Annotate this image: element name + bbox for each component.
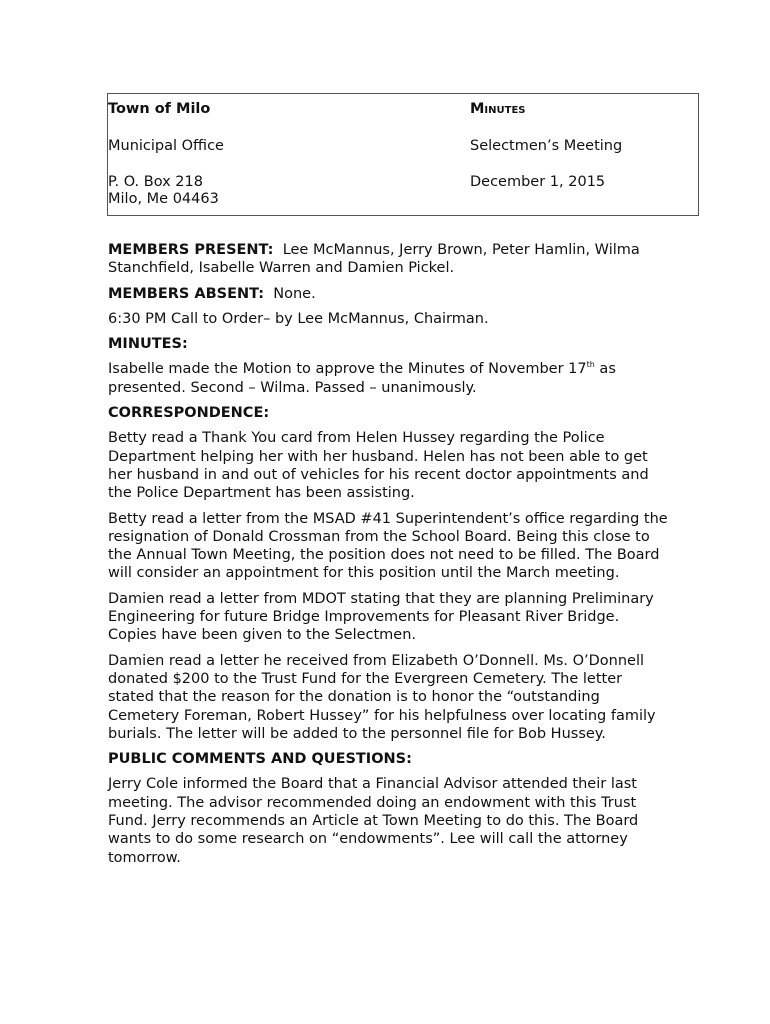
- members-absent-label: MEMBERS ABSENT:: [108, 285, 265, 302]
- minutes-body: [108, 241, 668, 874]
- town-name: Town of Milo: [108, 101, 211, 117]
- correspondence-paragraph: Betty read a letter from the MSAD #41 Superintendent’s office regarding the resignation of Donald Crossman from the School Board. Being this close to the Annual Town Meeting, the position does not need to be filled. The Board will consider an appointment for this position until the March meeting.: [108, 510, 668, 582]
- minutes-heading: MINUTES:: [108, 336, 188, 353]
- public-comments-paragraph: Jerry Cole informed the Board that a Financial Advisor attended their last meeting. The advisor recommended doing an endowment with this Trust Fund. Jerry recommends an Article at Town Meeting to do this. The Board wants to do some research on “endowments”. Lee will call the attorney tomorrow.: [108, 776, 639, 866]
- minutes-text-before: Isabelle made the Motion to approve the Minutes of November 17: [108, 361, 587, 378]
- meeting-date: December 1, 2015: [470, 174, 606, 190]
- public-comments-heading: PUBLIC COMMENTS AND QUESTIONS:: [108, 751, 412, 768]
- letterhead-box: [107, 93, 699, 216]
- address-line-1: P. O. Box 218: [108, 174, 203, 190]
- correspondence-paragraph: Damien read a letter from MDOT stating that they are planning Preliminary Engineering for future Bridge Improvements for Pleasant River Bridge. Copies have been given to the Selectmen.: [108, 590, 654, 644]
- office-name: Municipal Office: [108, 138, 224, 154]
- members-present-text: Lee McMannus, Jerry Brown, Peter Hamlin, Wilma Stanchfield, Isabelle Warren and Damien Pickel.: [108, 242, 640, 277]
- correspondence-heading: CORRESPONDENCE:: [108, 405, 270, 422]
- correspondence-paragraph: Damien read a letter he received from Elizabeth O’Donnell. Ms. O’Donnell donated $200 to the Trust Fund for the Evergreen Cemetery. The letter stated that the reason for the donation is to honor the “outstanding Cemetery Foreman, Robert Hussey” for his helpfulness over locating family burials. The letter will be added to the personnel file for Bob Hussey.: [108, 652, 656, 742]
- members-present-label: MEMBERS PRESENT:: [108, 242, 274, 258]
- members-absent: [108, 285, 668, 303]
- members-present: [108, 241, 668, 278]
- minutes-superscript: th: [586, 360, 595, 370]
- members-absent-text: None.: [273, 285, 316, 302]
- address-line-2: Milo, Me 04463: [108, 191, 219, 207]
- call-to-order: 6:30 PM Call to Order– by Lee McMannus, Chairman.: [108, 310, 489, 327]
- minutes-text-after: as presented. Second – Wilma. Passed – unanimously.: [108, 361, 616, 396]
- minutes-paragraph: [108, 360, 668, 397]
- meeting-name: Selectmen’s Meeting: [470, 138, 623, 154]
- document-type: Minutes: [470, 101, 526, 117]
- correspondence-paragraph: Betty read a Thank You card from Helen Hussey regarding the Police Department helping her with her husband. Helen has not been able to get her husband in and out of vehicles for his recent doctor appointments and the Police Department has been assisting.: [108, 430, 649, 502]
